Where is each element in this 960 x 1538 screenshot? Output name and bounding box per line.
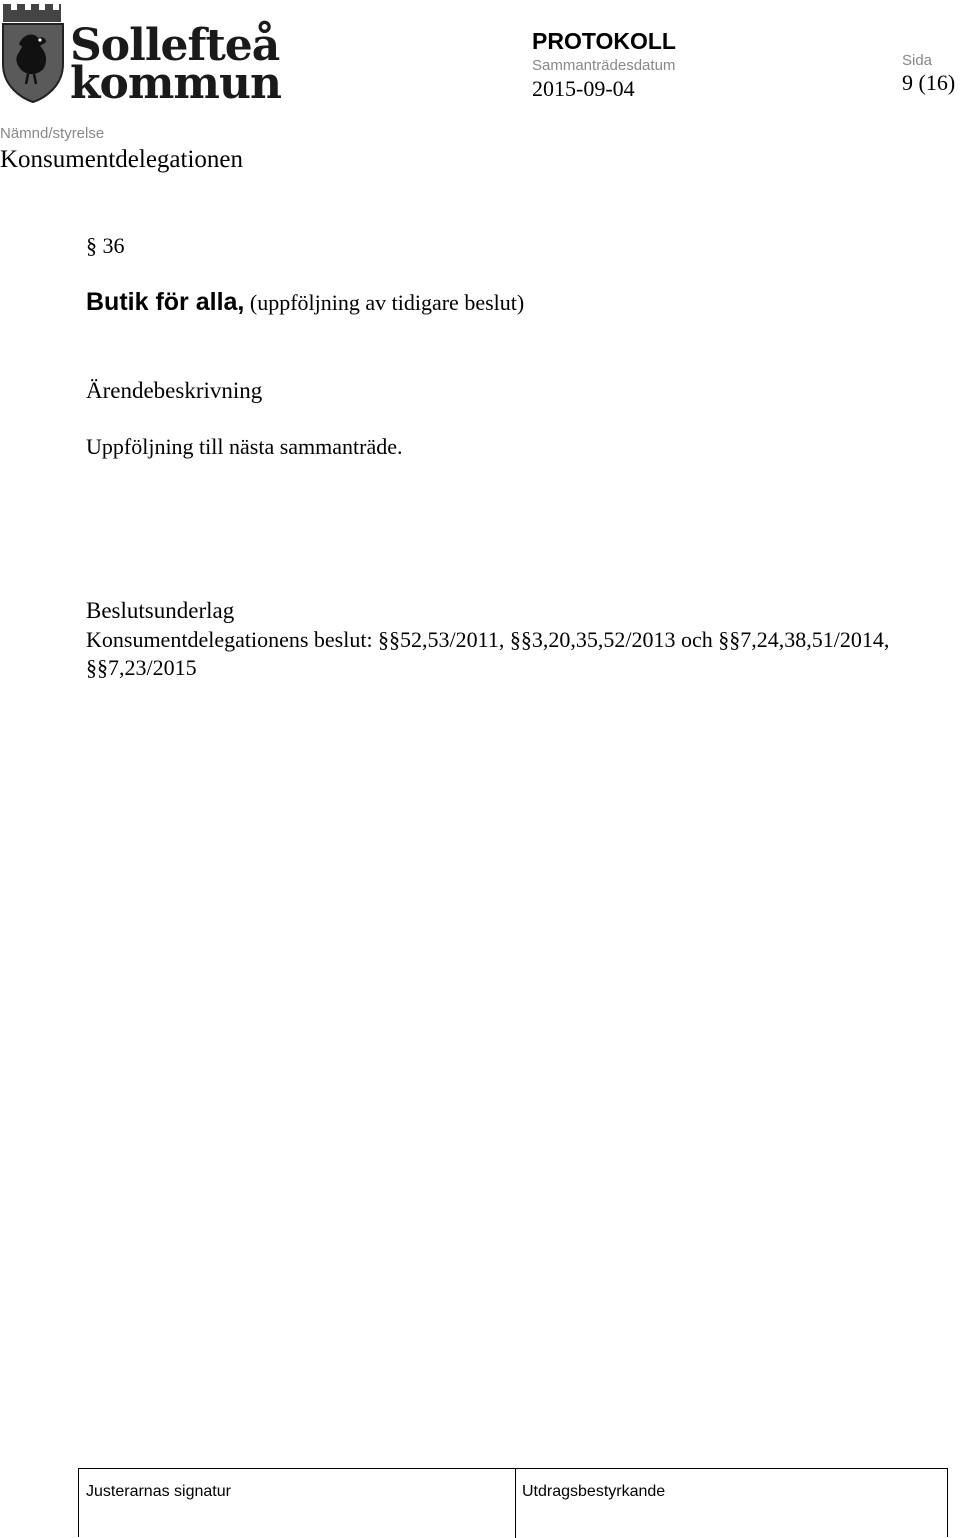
municipality-logo [0,2,281,109]
logo-line-2: kommun [70,58,281,109]
board-label: Nämnd/styrelse [0,125,105,142]
section-text-basis: Konsumentdelegationens beslut: §§52,53/2011, §§3,20,35,52/2013 och §§7,24,38,51/2014, §§7,23/2015 [86,627,890,680]
case-title [86,288,524,317]
extract-certification-label: Utdragsbestyrkande [522,1483,666,1500]
meeting-date-value: 2015-09-04 [532,76,635,101]
logo-line-1: Sollefteå [70,20,280,71]
signature-label: Justerarnas signatur [86,1483,231,1500]
document-type: PROTOKOLL [532,28,676,54]
signature-table-divider [515,1469,516,1538]
page-number: 9 (16) [902,70,956,95]
section-text-description: Uppföljning till nästa sammanträde. [86,434,403,459]
coat-of-arms-icon [0,2,66,104]
board-name: Konsumentdelegationen [0,146,243,173]
section-heading-description: Ärendebeskrivning [86,378,263,403]
signature-table [78,1468,948,1537]
case-title-subtitle: (uppföljning av tidigare beslut) [244,290,525,315]
page-label: Sida [902,52,933,69]
case-title-main: Butik för alla, [86,288,245,316]
paragraph-number: § 36 [86,233,125,258]
meeting-date-label: Sammanträdesdatum [532,57,676,74]
section-heading-basis: Beslutsunderlag [86,598,235,623]
